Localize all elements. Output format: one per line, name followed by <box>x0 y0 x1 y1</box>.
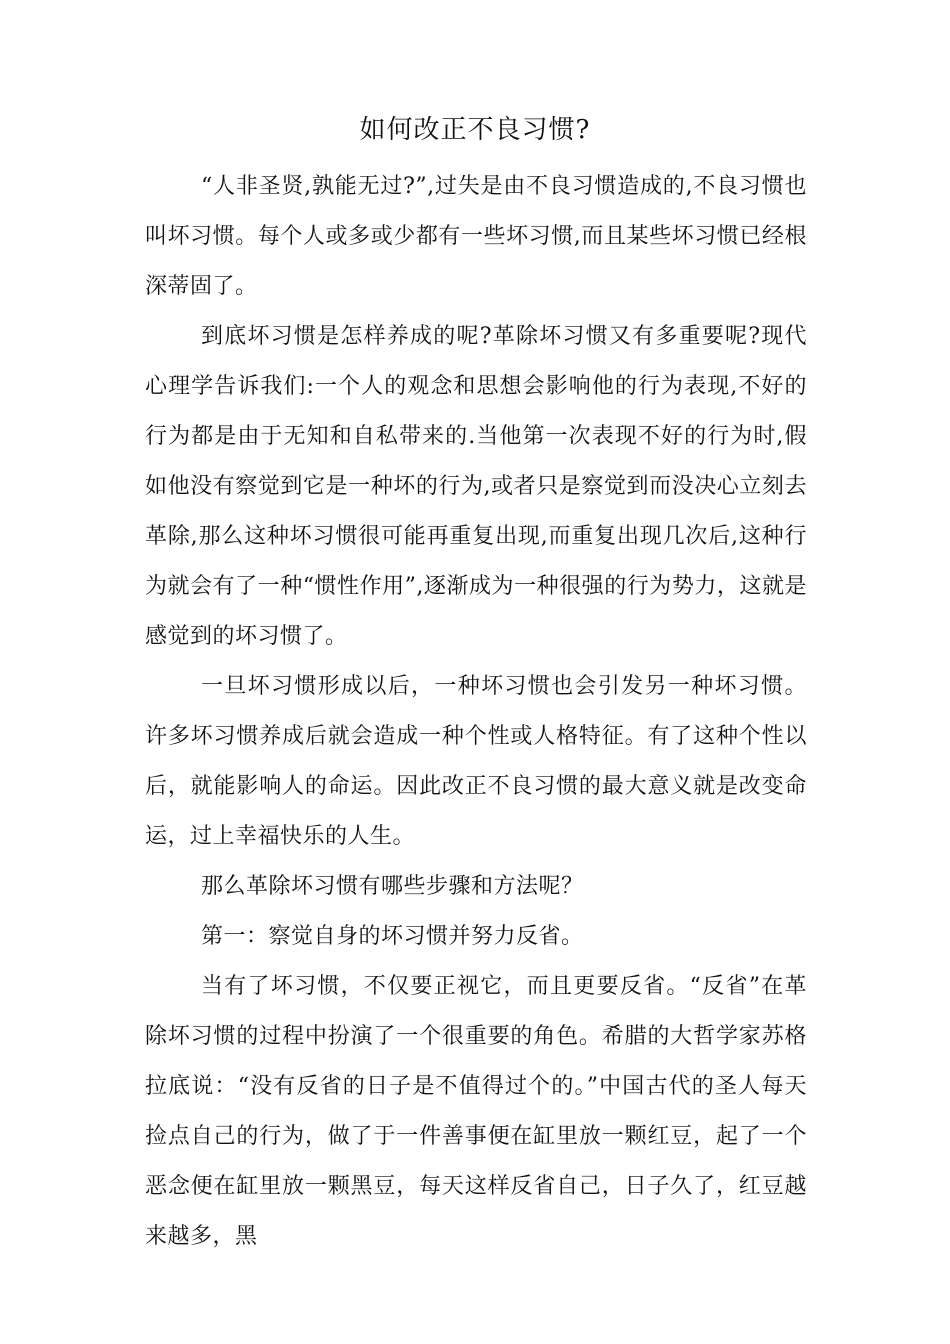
paragraph-3: 一旦坏习惯形成以后，一种坏习惯也会引发另一种坏习惯。许多坏习惯养成后就会造成一种个性或人格特征。有了这种个性以后，就能影响人的命运。因此改正不良习惯的最大意义就是改变命运，过上幸福快乐的人生。 <box>145 674 807 849</box>
paragraph-4: 那么革除坏习惯有哪些步骤和方法呢？ <box>201 874 584 899</box>
paragraph-2: 到底坏习惯是怎样养成的呢?革除坏习惯又有多重要呢?现代心理学告诉我们:一个人的观念和思想会影响他的行为表现,不好的行为都是由于无知和自私带来的.当他第一次表现不好的行为时,假如他没有察觉到它是一种坏的行为,或者只是察觉到而没决心立刻去革除,那么这种坏习惯很可能再重复出现,而重复出现几次后,这种行为就会有了一种“惯性作用”,逐渐成为一种很强的行为势力，这就是感觉到的坏习惯了。 <box>145 324 807 649</box>
paragraph-1: “人非圣贤,孰能无过?”,过失是由不良习惯造成的,不良习惯也叫坏习惯。每个人或多或少都有一些坏习惯,而且某些坏习惯已经根深蒂固了。 <box>145 174 807 299</box>
document-body <box>145 162 807 1262</box>
document-title: 如何改正不良习惯? <box>359 115 591 145</box>
paragraph-5: 第一：察觉自身的坏习惯并努力反省。 <box>201 924 584 949</box>
paragraph-6: 当有了坏习惯，不仅要正视它，而且更要反省。“反省”在革除坏习惯的过程中扮演了一个很重要的角色。希腊的大哲学家苏格拉底说：“没有反省的日子是不值得过个的。”中国古代的圣人每天捡点自己的行为，做了于一件善事便在缸里放一颗红豆，起了一个恶念便在缸里放一颗黑豆，每天这样反省自己，日子久了，红豆越来越多，黑 <box>145 974 807 1249</box>
